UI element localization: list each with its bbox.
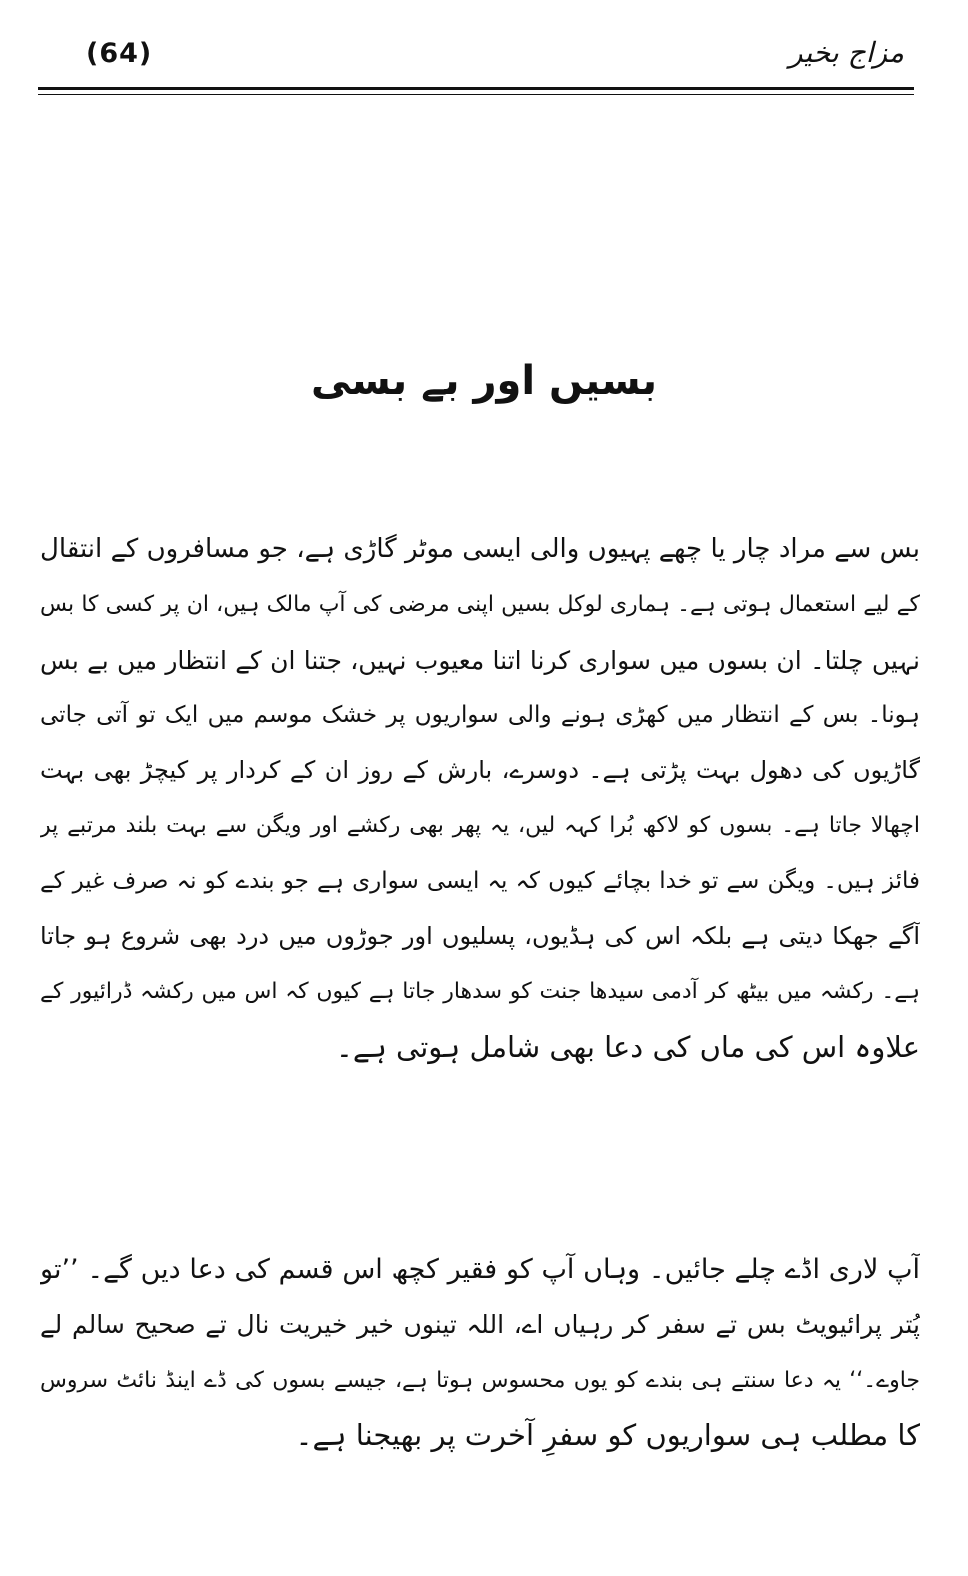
paragraph-line: فائز ہیں۔ ویگن سے تو خدا بچائے کیوں کہ یہ ایسی سواری ہے جو بندے کو نہ صرف غیر کے	[40, 867, 920, 894]
paragraph-line: گاڑیوں کی دھول بہت پڑتی ہے۔ دوسرے، بارش کے روز ان کے کردار پر کیچڑ بھی بہت	[40, 756, 920, 785]
page-number: (64)	[86, 38, 153, 69]
paragraph-line: علاوہ اس کی ماں کی دعا بھی شامل ہوتی ہے۔	[335, 1029, 920, 1064]
paragraph-line: کا مطلب ہی سواریوں کو سفرِ آخرت پر بھیجنا ہے۔	[295, 1417, 920, 1452]
paragraph-line: نہیں چلتا۔ ان بسوں میں سواری کرنا اتنا معیوب نہیں، جتنا ان کے انتظار میں بے بس	[40, 645, 920, 675]
paragraph-line: بس سے مراد چار یا چھے پہیوں والی ایسی موٹر گاڑی ہے، جو مسافروں کے انتقال	[40, 534, 920, 564]
paragraph-1	[40, 522, 920, 1075]
paragraph-line: آگے جھکا دیتی ہے بلکہ اس کی ہڈیوں، پسلیوں اور جوڑوں میں درد بھی شروع ہو جاتا	[40, 922, 920, 951]
paragraph-line: آپ لاری اڈے چلے جائیں۔ وہاں آپ کو فقیر کچھ اس قسم کی دعا دیں گے۔ ’’تو	[40, 1254, 920, 1285]
paragraph-line: اچھالا جاتا ہے۔ بسوں کو لاکھ بُرا کہہ لیں، یہ پھر بھی رکشے اور ویگن سے بہت بلند مرتبے پر	[40, 813, 920, 839]
header-rule-thin	[38, 94, 914, 95]
paragraph-line: ہونا۔ بس کے انتظار میں کھڑی ہونے والی سواریوں پر خشک موسم میں ایک تو آتی جاتی	[40, 701, 920, 728]
running-book-title: مزاج بخیر	[789, 36, 904, 69]
paragraph-line: ہے۔ رکشہ میں بیٹھ کر آدمی سیدھا جنت کو سدھار جاتا ہے کیوں کہ اس میں رکشہ ڈرائیور کے	[40, 979, 920, 1005]
paragraph-line: کے لیے استعمال ہوتی ہے۔ ہماری لوکل بسیں اپنی مرضی کی آپ مالک ہیں، ان پر کسی کا بس	[40, 592, 920, 618]
paragraph-2	[40, 1242, 920, 1463]
paragraph-line: پُتر پرائیویٹ بس تے سفر کر رہیاں اے، اللہ تینوں خیر خیریت نال تے صحیح سالم لے	[40, 1310, 920, 1340]
page-header	[38, 30, 914, 86]
paragraph-line: جاوے۔‘‘ یہ دعا سنتے ہی بندے کو یوں محسوس ہوتا ہے، جیسے بسوں کی ڈے اینڈ نائٹ سروس	[40, 1367, 920, 1393]
header-rule-thick	[38, 87, 914, 90]
chapter-title: بسیں اور بے بسی	[310, 358, 658, 404]
